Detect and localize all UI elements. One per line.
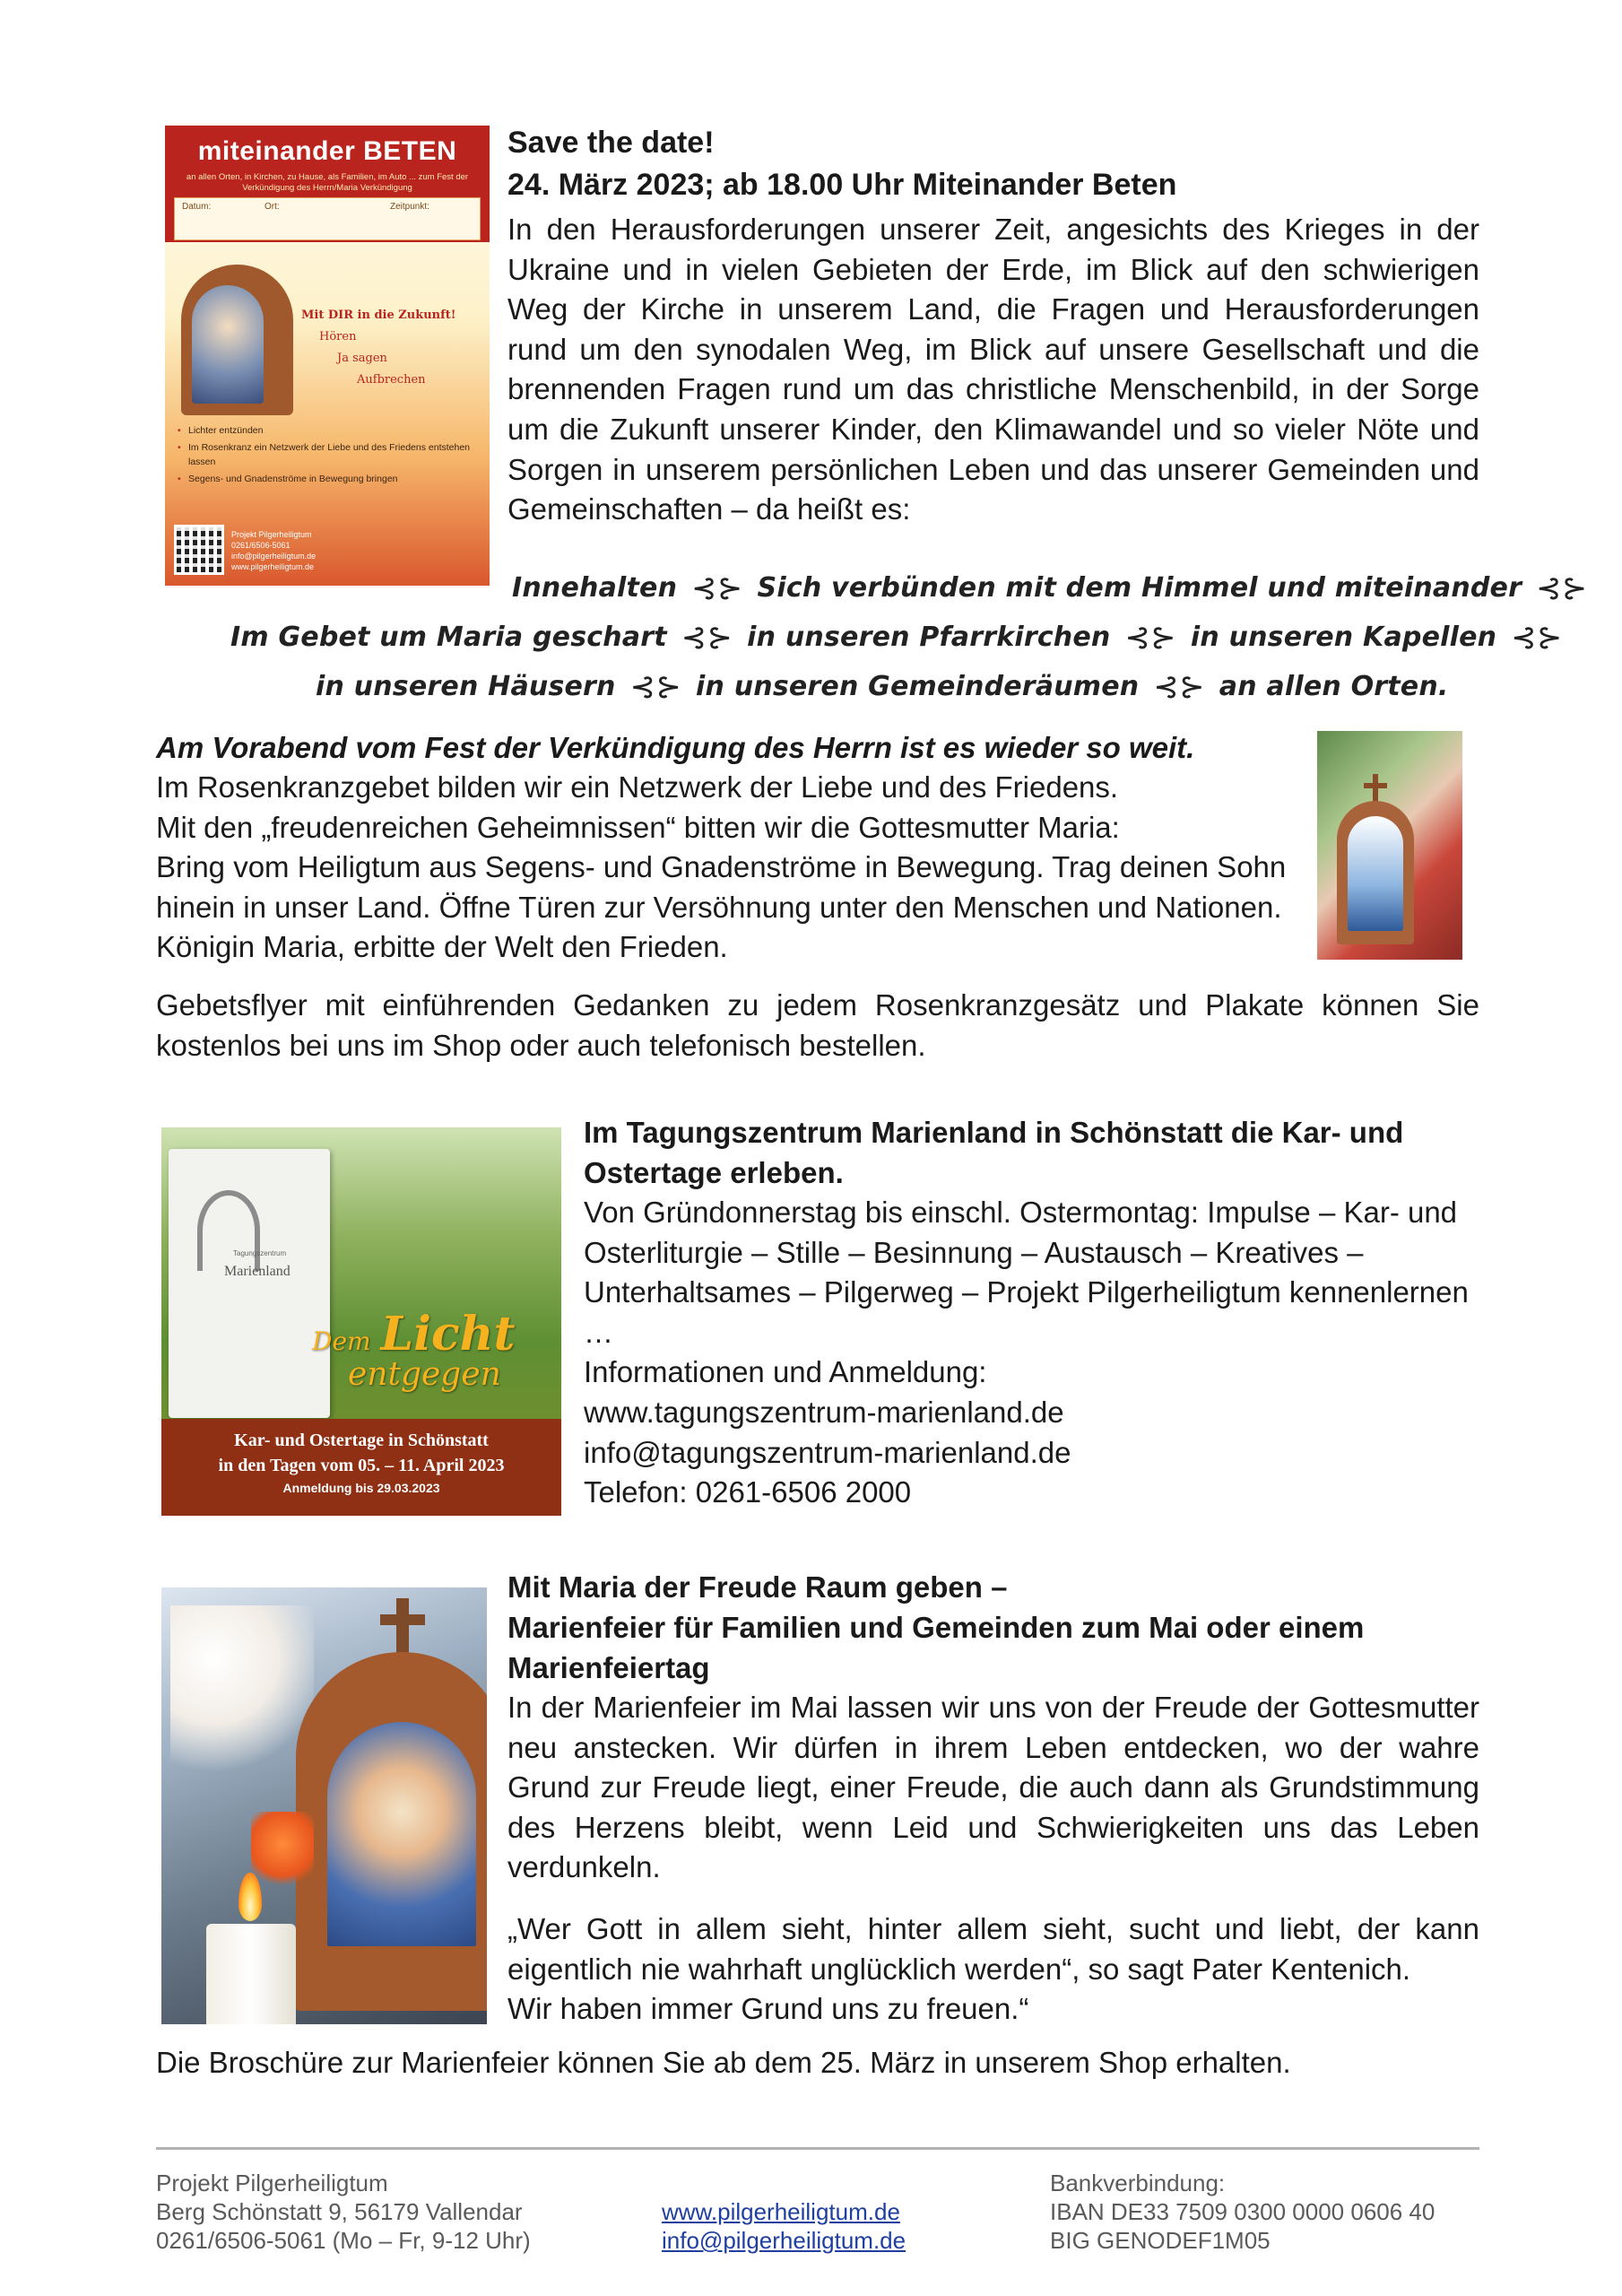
save-the-date-heading: Save the date! [507,126,715,160]
poster-slogan [312,1307,554,1393]
prayer-line-2 [230,620,1577,656]
poster-band-line: in den Tagen vom 05. – 11. April 2023 [218,1456,505,1475]
prayer-phrase: Innehalten [512,572,678,604]
marienfeier-body: In der Marienfeier im Mai lassen wir uns von der Freude der Gottesmutter neu anstecken. Wir dürfen in ihrem Leben entdecken, wo der wahre Grund zur Freude liegt, einer Freude, die auch dann als Grundstimmung des Herzens bleibt, wenn Leid und Schwierigkeiten uns das Leben verdunkeln. [507,1691,1479,1884]
poster-band [161,1419,561,1516]
marienland-logo-icon [197,1190,260,1271]
flyer-motto-line: Ja sagen [337,352,387,365]
pilgrim-shrine-picture [1348,816,1403,931]
flyer-bullet: • Lichter entzünden [178,423,482,438]
flyer-subtitle: an allen Orten, in Kirchen, zu Hause, als Familien, im Auto ... zum Fest der Verkündigung des Herrn/Maria Verkündigung [186,172,469,193]
eve-heading: Am Vorabend vom Fest der Verkündigung des Herrn ist es wieder so weit. [156,731,1195,764]
orange-flower-icon [251,1812,314,1892]
flyer-motto [301,305,481,391]
marienfeier-section [507,1567,1479,2030]
sign-text: Marienland [224,1264,291,1279]
eve-line: Mit den „freudenreichen Geheimnissen“ bitten wir die Gottesmutter Maria: [156,810,1120,844]
kentenich-quote-end: Wir haben immer Grund uns zu freuen.“ [507,1992,1029,2026]
marienland-phone: Telefon: 0261-6506 2000 [584,1475,912,1509]
eve-of-annunciation-section [156,728,1304,968]
footer-bank-label: Bankverbindung: [1050,2170,1226,2196]
marienland-poster [161,1127,561,1516]
shrine-cross-icon [1364,783,1387,788]
footer-address [156,2169,531,2255]
poster-band-line: Anmeldung bis 29.03.2023 [282,1481,440,1495]
flyer-field-time: Zeitpunkt: [390,202,429,212]
swirl-ornament-icon: ⊰⊱ [681,620,733,656]
marienland-website-link[interactable]: www.tagungszentrum-marienland.de [584,1395,1064,1429]
swirl-ornament-icon: ⊰⊱ [1124,620,1176,656]
marienland-body: Von Gründonnerstag bis einschl. Ostermontag: Impulse – Kar- und Osterliturgie – Stille – Besinnung – Austausch – Kreatives – Unterhaltsames – Pilgerweg – Projekt Pilgerheiligtum kennenlernen … [584,1196,1469,1349]
flyer-motto-line: Hören [319,330,357,344]
footer-iban: IBAN DE33 7509 0300 0000 0606 40 [1050,2198,1436,2225]
marienfeier-heading: Mit Maria der Freude Raum geben – [507,1570,1008,1604]
flyer-field-date: Datum: [182,202,212,212]
madonna-picture [327,1722,476,1946]
cross-icon [380,1614,425,1625]
brochure-note: Die Broschüre zur Marienfeier können Sie ab dem 25. März in unserem Shop erhalten. [156,2046,1291,2079]
swirl-ornament-icon: ⊰⊱ [691,570,743,606]
flyer-bullet-list [178,423,482,489]
woman-with-shrine-photo [1317,731,1462,960]
slogan-word: Licht [380,1307,516,1361]
flyer-contact-line: 0261/6506-5061 [231,541,291,550]
flyer-bullet: • Segens- und Gnadenströme in Bewegung bringen [178,472,482,486]
footer-org: Projekt Pilgerheiligtum [156,2170,388,2196]
swirl-ornament-icon: ⊰⊱ [629,669,682,705]
swirl-ornament-icon: ⊰⊱ [1536,570,1588,606]
slogan-word: Dem [312,1326,371,1356]
prayer-phrase: in unseren Häusern [316,671,616,702]
eve-line: hinein in unser Land. Öffne Türen zur Versöhnung unter den Menschen und Nationen. [156,890,1282,924]
flyer-date-box [174,197,481,240]
footer-bic: BIG GENODEF1M05 [1050,2227,1271,2254]
marienfeier-subheading: Marienfeier für Familien und Gemeinden zum Mai oder einem Marienfeiertag [507,1611,1365,1684]
marienland-info-label: Informationen und Anmeldung: [584,1355,987,1389]
prayer-phrase: in unseren Kapellen [1190,622,1497,653]
footer-website-link[interactable]: www.pilgerheiligtum.de [662,2198,900,2225]
shrine-cross-icon [1373,774,1378,804]
flyer-madonna-picture [192,285,264,404]
save-the-date-section [507,122,1479,530]
flyer-title: miteinander BETEN [197,136,457,166]
prayer-line-3 [316,669,1449,705]
eve-line: Bring vom Heiligtum aus Segens- und Gnadenströme in Bewegung. Trag deinen Sohn [156,850,1287,884]
marienland-sign [169,1149,330,1418]
slogan-word: entgegen [348,1356,501,1393]
poster-band-line: Kar- und Ostertage in Schönstatt [234,1431,489,1450]
flyer-contact-line: Projekt Pilgerheiligtum [231,530,312,539]
blossom-decoration [170,1605,314,1785]
marienland-email-link[interactable]: info@tagungszentrum-marienland.de [584,1435,1071,1469]
flyer-motto-line: Mit DIR in die Zukunft! [301,309,456,322]
prayer-line-1 [512,570,1601,606]
swirl-ornament-icon: ⊰⊱ [1153,669,1205,705]
marienland-heading: Im Tagungszentrum Marienland in Schönstatt die Kar- und Ostertage erleben. [584,1116,1404,1189]
footer-phone: 0261/6506-5061 (Mo – Fr, 9-12 Uhr) [156,2227,531,2254]
footer-bank [1050,2169,1435,2255]
candle-icon [206,1924,296,2024]
kentenich-quote: „Wer Gott in allem sieht, hinter allem sieht, sucht und liebt, der kann eigentlich nie wahrhaft unglücklich werden“, so sagt Pater Kentenich. [507,1911,1479,1986]
flyer-contact [231,529,316,572]
prayer-phrase: Sich verbünden mit dem Himmel und miteinander [757,572,1522,604]
footer-links [662,2197,906,2255]
flyer-field-place: Ort: [265,202,280,212]
qr-code-icon [174,525,224,575]
flyer-contact-line: info@pilgerheiligtum.de [231,552,317,561]
shrine-with-candle-photo [161,1587,487,2024]
eve-line: Im Rosenkranzgebet bilden wir ein Netzwerk der Liebe und des Friedens. [156,770,1119,804]
flyer-contact-line: www.pilgerheiligtum.de [231,562,315,571]
prayer-phrase: in unseren Gemeinderäumen [696,671,1140,702]
prayer-phrase: in unseren Pfarrkirchen [747,622,1111,653]
marienland-section [584,1112,1480,1513]
sign-small-text: Tagungszentrum [233,1249,287,1257]
flyer-motto-line: Aufbrechen [357,373,426,387]
prayer-phrase: Im Gebet um Maria geschart [230,622,667,653]
prayer-flyer-note: Gebetsflyer mit einführenden Gedanken zu jedem Rosenkranzgesätz und Plakate können Sie kostenlos bei uns im Shop oder auch telefonisch bestellen. [156,988,1479,1062]
flyer-bullet: • Im Rosenkranz ein Netzwerk der Liebe und des Friedens entstehen lassen [178,440,482,469]
swirl-ornament-icon: ⊰⊱ [1511,620,1563,656]
footer-divider [156,2147,1479,2150]
footer-street: Berg Schönstatt 9, 56179 Vallendar [156,2198,523,2225]
event-date-heading: 24. März 2023; ab 18.00 Uhr Miteinander Beten [507,168,1177,202]
save-the-date-body: In den Herausforderungen unserer Zeit, angesichts des Krieges in der Ukraine und in vielen Gebieten der Erde, im Blick auf den schwierigen Weg der Kirche in unserem Land, die Fragen und Herausforderungen rund um den synodalen Weg, im Blick auf unsere Gesellschaft und die brennenden Fragen rund um das christliche Menschenbild, in der Sorge um die Zukunft unserer Kinder, den Klimawandel und so vieler Nöte und Sorgen in unserem persönlichen Leben und das unserer Gemeinden und Gemeinschaften – da heißt es: [507,213,1479,526]
miteinander-beten-flyer [165,126,490,586]
prayer-phrase: an allen Orten. [1219,671,1449,702]
footer-email-link[interactable]: info@pilgerheiligtum.de [662,2227,906,2254]
eve-line: Königin Maria, erbitte der Welt den Frieden. [156,930,728,964]
